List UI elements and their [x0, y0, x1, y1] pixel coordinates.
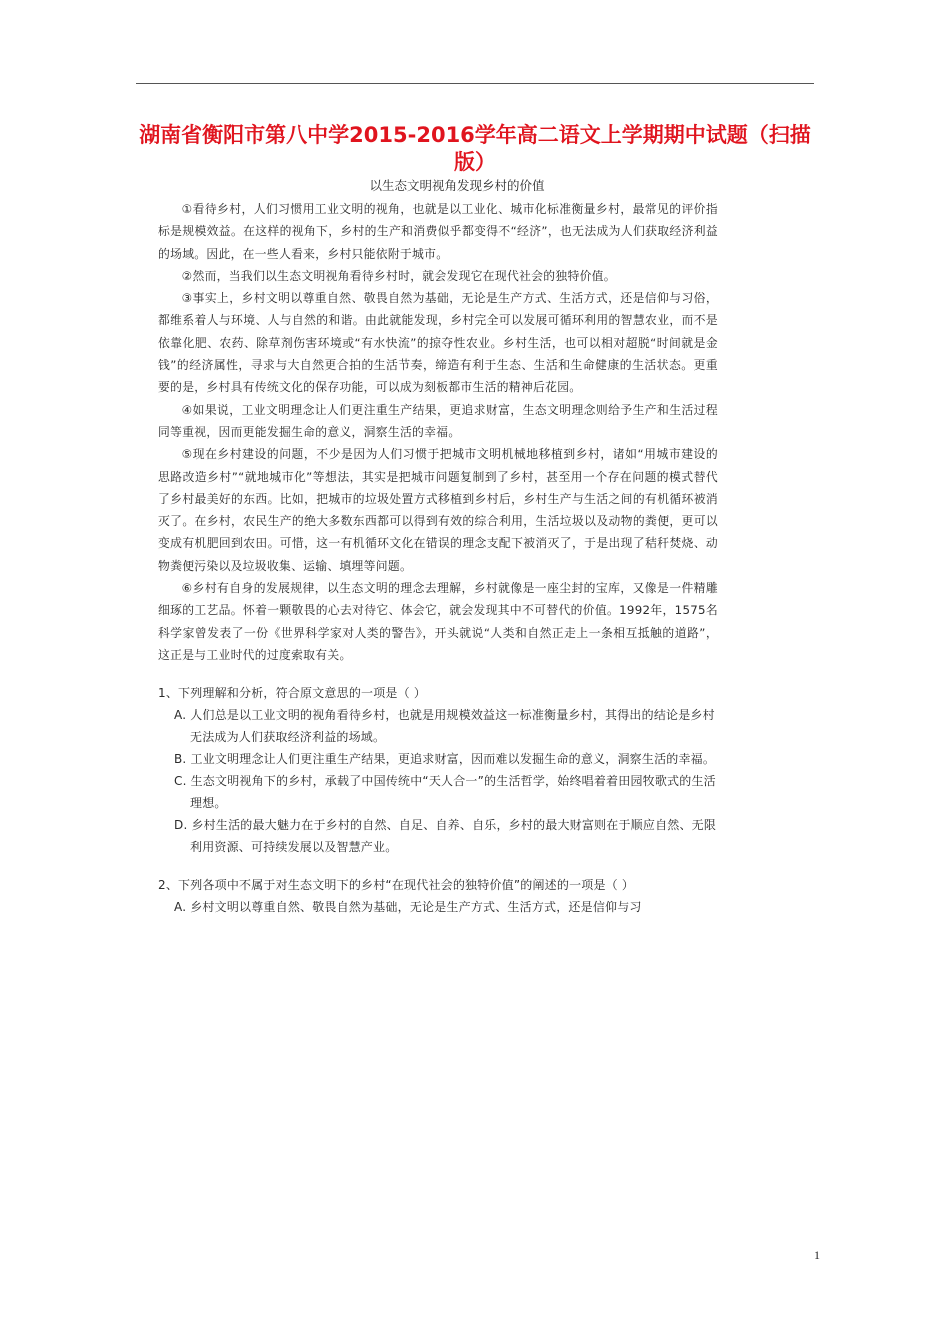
page-number: 1 — [814, 1248, 820, 1262]
article-paragraph: ①看待乡村，人们习惯用工业文明的视角，也就是以工业化、城市化标准衡量乡村，最常见的评价指标是规模效益。在这样的视角下，乡村的生产和消费似乎都变得不“经济”，也无法成为人们获取经济利益的场域。因此，在一些人看来，乡村只能依附于城市。 — [158, 202, 718, 261]
question-stem: 1、下列理解和分析，符合原文意思的一项是（ ） — [158, 686, 427, 701]
scanned-exam-page — [158, 176, 718, 956]
question-option: A. 人们总是以工业文明的视角看待乡村，也就是用规模效益这一标准衡量乡村，其得出的结论是乡村无法成为人们获取经济利益的场域。 — [174, 708, 715, 745]
article-paragraph: ⑤现在乡村建设的问题，不少是因为人们习惯于把城市文明机械地移植到乡村，诸如“用城市建设的思路改造乡村”“就地城市化”等想法，其实是把城市问题复制到了乡村，甚至用一个存在问题的模式替代了乡村最美好的东西。比如，把城市的垃圾处置方式移植到乡村后，乡村生产与生活之间的有机循环被消灭了。在乡村，农民生产的绝大多数东西都可以得到有效的综合利用，生活垃圾以及动物的粪便，更可以变成有机肥回到农田。可惜，这一有机循环文化在错误的理念支配下被消灭了，于是出现了秸秆焚烧、动物粪便污染以及垃圾收集、运输、填埋等问题。 — [158, 447, 718, 573]
header-rule — [136, 83, 814, 84]
article-title: 以生态文明视角发现乡村的价值 — [369, 178, 545, 193]
question-stem: 2、下列各项中不属于对生态文明下的乡村“在现代社会的独特价值”的阐述的一项是（ ） — [158, 878, 635, 893]
document-title: 湖南省衡阳市第八中学2015-2016学年高二语文上学期期中试题（扫描版） — [139, 123, 811, 174]
question-option: B. 工业文明理念让人们更注重生产结果，更追求财富，因而难以发掘生命的意义，洞察生活的幸福。 — [174, 752, 716, 767]
question-option: A. 乡村文明以尊重自然、敬畏自然为基础，无论是生产方式、生活方式，还是信仰与习 — [174, 900, 642, 915]
article-paragraph: ③事实上，乡村文明以尊重自然、敬畏自然为基础，无论是生产方式、生活方式，还是信仰与习俗，都维系着人与环境、人与自然的和谐。由此就能发现，乡村完全可以发展可循环利用的智慧农业，而不是依靠化肥、农药、除草剂伤害环境或“有水快流”的掠夺性农业。乡村生活，也可以相对超脱“时间就是金钱”的经济属性，寻求与大自然更合拍的生活节奏，缔造有利于生态、生活和生命健康的生活状态。更重要的是，乡村具有传统文化的保存功能，可以成为刻板都市生活的精神后花园。 — [158, 291, 718, 395]
question-section — [158, 682, 718, 918]
article-paragraph: ⑥乡村有自身的发展规律，以生态文明的理念去理解，乡村就像是一座尘封的宝库，又像是一件精雕细琢的工艺品。怀着一颗敬畏的心去对待它、体会它，就会发现其中不可替代的价值。1992年，1575名科学家曾发表了一份《世界科学家对人类的警告》，开头就说“人类和自然正走上一条相互抵触的道路”，这正是与工业时代的过度索取有关。 — [158, 581, 718, 662]
question-option: C. 生态文明视角下的乡村，承载了中国传统中“天人合一”的生活哲学，始终唱着着田园牧歌式的生活理想。 — [174, 774, 716, 811]
article-paragraph: ②然而，当我们以生态文明视角看待乡村时，就会发现它在现代社会的独特价值。 — [181, 268, 616, 283]
question-option: D. 乡村生活的最大魅力在于乡村的自然、自足、自养、自乐，乡村的最大财富则在于顺应自然、无限利用资源、可持续发展以及智慧产业。 — [174, 818, 717, 855]
article-paragraph: ④如果说，工业文明理念让人们更注重生产结果，更追求财富，生态文明理念则给予生产和生活过程同等重视，因而更能发掘生命的意义，洞察生活的幸福。 — [158, 402, 718, 439]
